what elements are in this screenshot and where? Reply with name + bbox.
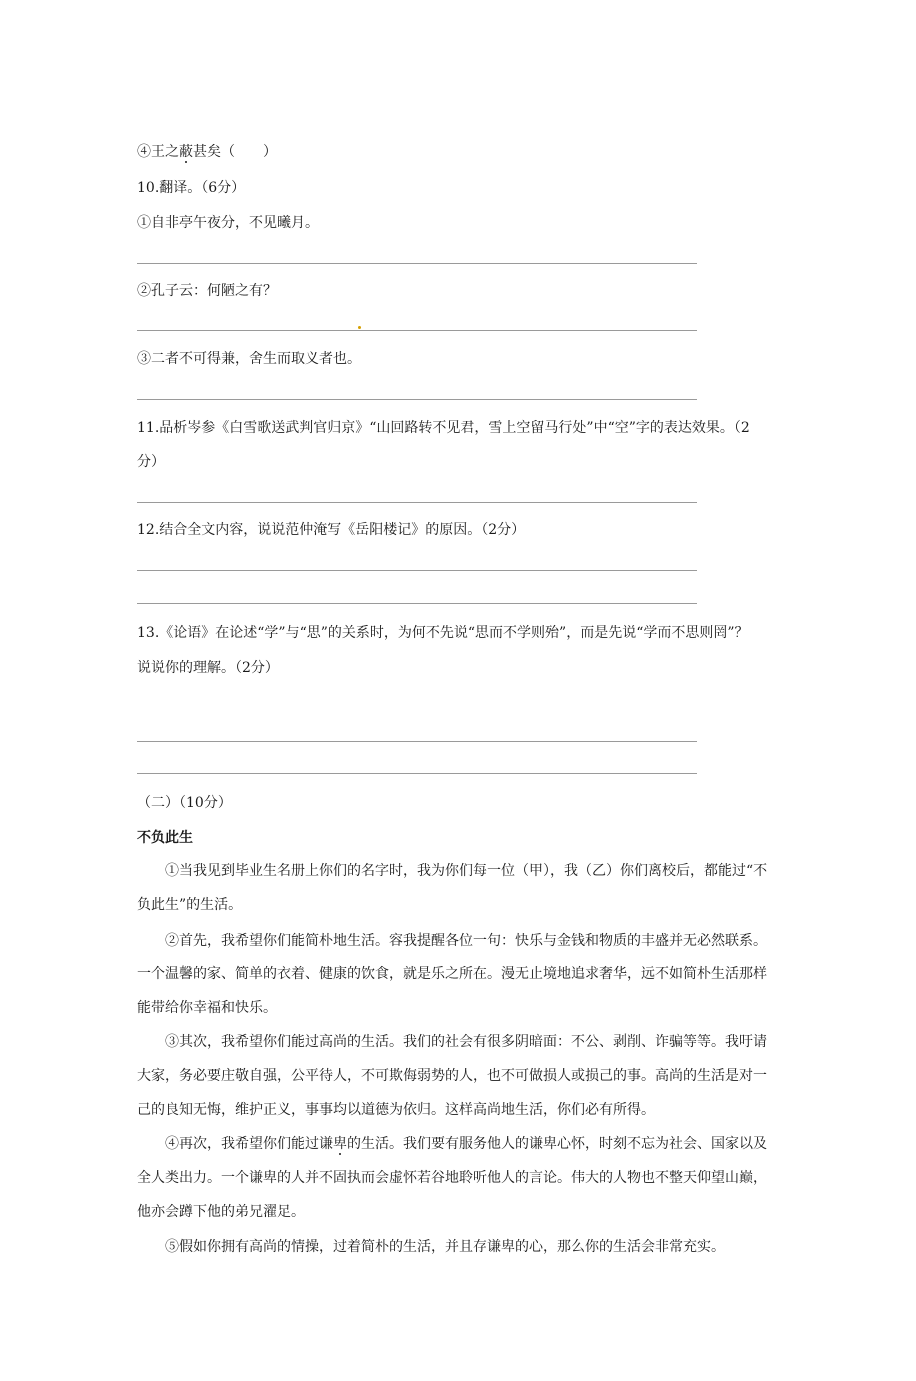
q12-text: 12.结合全文内容，说说范仲淹写《岳阳楼记》的原因。（2分） — [137, 522, 526, 538]
paragraph-3-line-2: 大家，务必要庄敬自强，公平待人，不可欺侮弱势的人，也不可做损人或损己的事。高尚的生活是对一 — [137, 1068, 767, 1084]
emphasis-dot-char: 卑 — [333, 1136, 347, 1152]
answer-line[interactable] — [137, 330, 697, 331]
answer-line[interactable] — [137, 263, 697, 264]
paragraph-2-line-2: 一个温馨的家、简单的衣着、健康的饮食，就是乐之所在。漫无止境地追求奢华，远不如简朴生活那样 — [137, 966, 767, 982]
q10-item-1: ①自非亭午夜分，不见曦月。 — [137, 215, 319, 231]
q10-item-3: ③二者不可得兼，舍生而取义者也。 — [137, 351, 361, 367]
q9-item-4: ④王之蔽甚矣（ ） — [137, 144, 277, 160]
answer-line[interactable] — [137, 603, 697, 604]
section-2-heading: （二）（10分） — [137, 795, 232, 811]
paragraph-5: ⑤假如你拥有高尚的情操，过着简朴的生活，并且存谦卑的心，那么你的生活会非常充实。 — [165, 1239, 725, 1255]
passage-title: 不负此生 — [137, 830, 193, 846]
answer-line[interactable] — [137, 773, 697, 774]
q11-line-1: 11.品析岑参《白雪歌送武判官归京》“山回路转不见君，雪上空留马行处”中“空”字的表达效果。（2 — [137, 420, 750, 436]
q11-line-2: 分） — [137, 454, 165, 470]
paragraph-1-line-1: ①当我见到毕业生名册上你们的名字时，我为你们每一位（甲），我（乙）你们离校后，都能过“不 — [165, 863, 768, 879]
paragraph-3-line-1: ③其次，我希望你们能过高尚的生活。我们的社会有很多阴暗面：不公、剥削、诈骗等等。我吁请 — [165, 1034, 767, 1050]
paragraph-4-line-1: ④再次，我希望你们能过谦卑的生活。我们要有服务他人的谦卑心怀，时刻不忘为社会、国家以及 — [165, 1136, 767, 1152]
q10-item-2: ②孔子云：何陋之有？ — [137, 283, 277, 299]
paragraph-1-line-2: 负此生”的生活。 — [137, 897, 243, 913]
emphasis-dot-char: 蔽 — [179, 144, 193, 160]
paragraph-4-line-2: 全人类出力。一个谦卑的人并不固执而会虚怀若谷地聆听他人的言论。伟大的人物也不整天仰望山巅， — [137, 1170, 767, 1186]
answer-line[interactable] — [137, 502, 697, 503]
q13-line-1: 13.《论语》在论述“学”与“思”的关系时，为何不先说“思而不学则殆”，而是先说“学而不思则罔”？ — [137, 625, 749, 641]
q13-line-2: 说说你的理解。（2分） — [137, 660, 279, 676]
answer-line[interactable] — [137, 399, 697, 400]
paragraph-2-line-3: 能带给你幸福和快乐。 — [137, 1000, 277, 1016]
answer-line[interactable] — [137, 570, 697, 571]
ink-speck — [358, 326, 361, 329]
paragraph-2-line-1: ②首先，我希望你们能简朴地生活。容我提醒各位一句：快乐与金钱和物质的丰盛并无必然联系。 — [165, 933, 767, 949]
answer-line[interactable] — [137, 741, 697, 742]
paragraph-3-line-3: 己的良知无悔，维护正义，事事均以道德为依归。这样高尚地生活，你们必有所得。 — [137, 1102, 655, 1118]
paragraph-4-line-3: 他亦会蹲下他的弟兄濯足。 — [137, 1204, 305, 1220]
q10-heading: 10.翻译。（6分） — [137, 180, 246, 196]
